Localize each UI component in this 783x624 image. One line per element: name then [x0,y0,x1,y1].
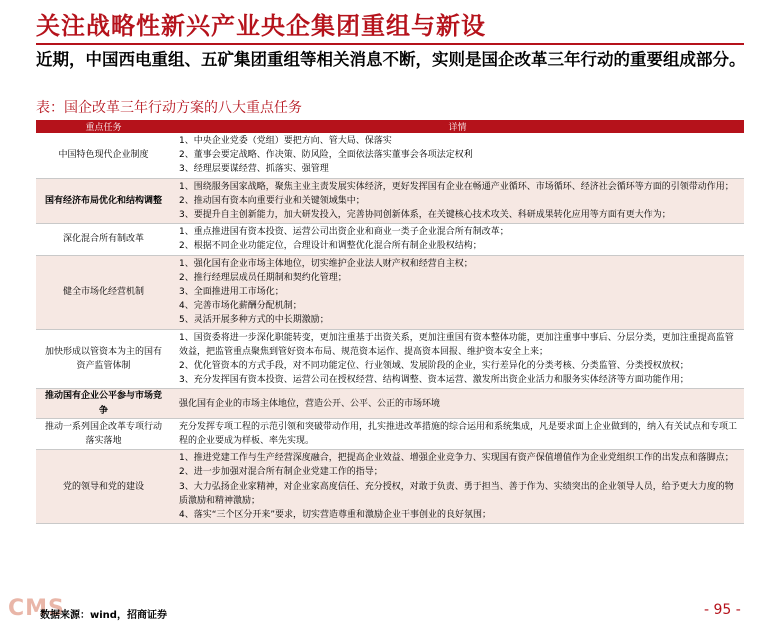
row-details [171,418,744,449]
row-details [171,224,744,255]
detail-line: 2、推动国有资本向重要行业和关键领域集中； [179,195,365,206]
detail-line: 充分发挥专项工程的示范引领和突破带动作用，扎实推进改革措施的综合运用和系统集成，凡是要求面上企业做到的，纳入有关试点和专项工程的企业要成为样板、率先实现。 [179,421,738,447]
detail-line: 1、强化国有企业市场主体地位，切实维护企业法人财产权和经营自主权； [179,258,473,269]
detail-line: 1、围绕服务国家战略，聚焦主业主责发展实体经济，更好发挥国有企业在畅通产业循环、市场循环、经济社会循环等方面的引领带动作用； [179,181,734,192]
detail-line: 3、要提升自主创新能力，加大研发投入，完善协同创新体系，在关键核心技术攻关、科研成果转化应用等方面有更大作为； [179,210,671,221]
detail-line: 2、根据不同企业功能定位，合理设计和调整优化混合所有制企业股权结构； [179,241,482,252]
page-title: 关注战略性新兴产业央企集团重组与新设 [36,12,486,40]
detail-line: 5、灵活开展多种方式的中长期激励； [179,315,329,326]
row-details [171,133,744,178]
detail-line: 2、进一步加强对混合所有制企业党建工作的指导； [179,467,383,478]
detail-line: 4、完善市场化薪酬分配机制； [179,301,302,312]
row-details [171,255,744,329]
header-details: 详情 [171,120,744,133]
row-category: 深化混合所有制改革 [36,224,171,255]
detail-line: 强化国有企业的市场主体地位，营造公开、公平、公正的市场环境 [179,398,441,409]
table-row [36,329,744,389]
row-category: 推动国有企业公平参与市场竞争 [36,389,171,418]
row-category: 加快形成以管资本为主的国有资产监管体制 [36,329,171,389]
table-header-row [36,120,744,133]
table-row [36,224,744,255]
detail-line: 3、充分发挥国有资本投资、运营公司在授权经营、结构调整、资本运营、激发所出资企业活力和服务实体经济等方面功能作用； [179,375,689,386]
row-category: 健全市场化经营机制 [36,255,171,329]
table-row [36,389,744,418]
row-category: 推动一系列国企改革专项行动落实落地 [36,418,171,449]
row-category: 中国特色现代企业制度 [36,133,171,178]
detail-line: 1、国资委将进一步深化职能转变，更加注重基于出资关系，更加注重国有资本整体功能，更加注重事中事后、分层分类，更加注重提高监管效益，把监管重点聚焦到管好资本布局、规范资本运作、提高资本回报、维护资本安全上来； [179,332,734,357]
row-category: 党的领导和党的建设 [36,450,171,524]
row-details [171,178,744,224]
table-row [36,418,744,449]
detail-line: 3、全面推进用工市场化； [179,287,284,298]
row-details [171,450,744,524]
row-details [171,389,744,418]
page-number: - 95 - [704,602,741,618]
table-row [36,255,744,329]
detail-line: 1、中央企业党委（党组）要把方向、管大局、保落实 [179,136,392,146]
detail-line: 3、经理层要谋经营、抓落实、强管理 [179,164,329,175]
intro-paragraph: 近期，中国西电重组、五矿集团重组等相关消息不断，实则是国企改革三年行动的重要组成部分。 [36,50,746,69]
row-details [171,329,744,389]
detail-line: 1、重点推进国有资本投资、运营公司出资企业和商业一类子企业混合所有制改革； [179,227,509,238]
detail-line: 1、推进党建工作与生产经营深度融合，把提高企业效益、增强企业竞争力、实现国有资产保值增值作为企业党组织工作的出发点和落脚点； [179,453,734,464]
detail-line: 2、董事会要定战略、作决策、防风险，全面依法落实董事会各项法定权利 [179,150,473,161]
detail-line: 4、落实“三个区分开来”要求，切实营造尊重和激励企业干事创业的良好氛围； [179,510,492,521]
detail-line: 3、大力弘扬企业家精神，对企业家高度信任、充分授权，对敢于负责、勇于担当、善于作为、实绩突出的企业领导人员，给予更大力度的物质激励和精神激励； [179,481,734,506]
table-caption: 表：国企改革三年行动方案的八大重点任务 [36,100,302,116]
table-row [36,178,744,224]
table-row [36,450,744,524]
detail-line: 2、推行经理层成员任期制和契约化管理； [179,272,347,283]
title-divider [36,43,744,45]
tasks-table [36,120,744,524]
table-row [36,133,744,178]
header-category: 重点任务 [36,120,171,133]
row-category: 国有经济布局优化和结构调整 [36,178,171,224]
detail-line: 2、优化管资本的方式手段，对不同功能定位、行业领域、发展阶段的企业，实行差异化的分类考核、分类监管、分类授权放权； [179,361,689,372]
brand-logo: CMS [8,596,65,621]
data-source-note: 数据来源：wind，招商证券 [40,610,167,621]
